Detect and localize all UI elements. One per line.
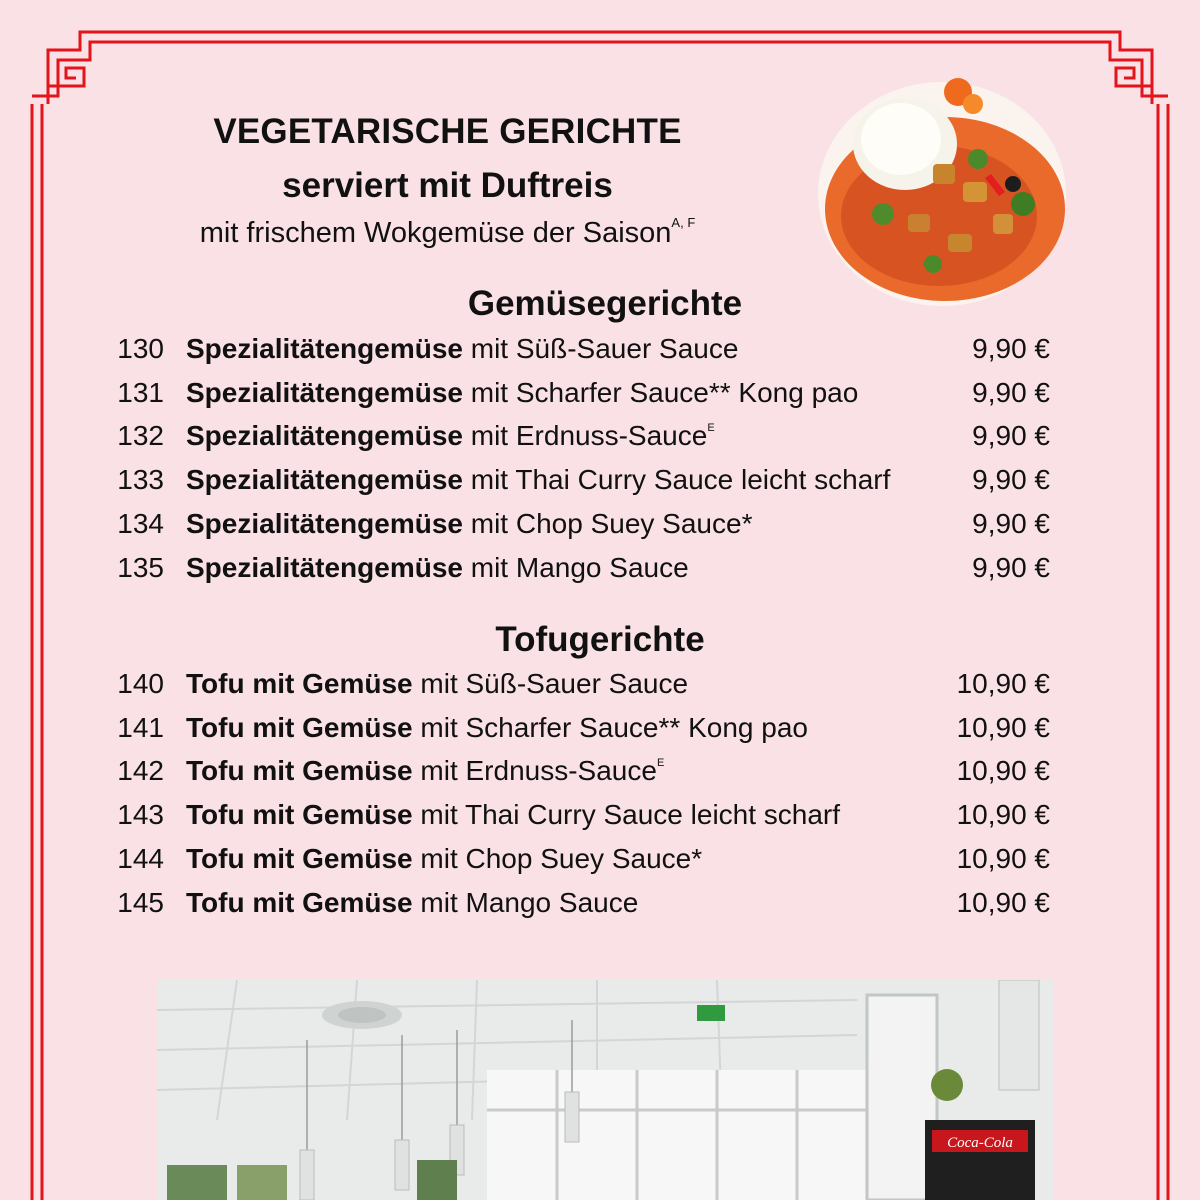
menu-item — [96, 508, 1050, 548]
item-price: 10,90 € — [956, 799, 1050, 830]
item-name: Spezialitätengemüse mit Mango Sauce — [186, 552, 689, 583]
item-name: Spezialitätengemüse mit Süß-Sauer Sauce — [186, 333, 739, 364]
item-number: 130 — [117, 333, 164, 364]
dish-photo-icon — [813, 64, 1071, 314]
item-number: 135 — [117, 552, 164, 583]
fridge-sign-text: Coca-Cola — [947, 1135, 1013, 1151]
menu-item — [96, 799, 1050, 839]
section-heading-tofu: Tofugerichte — [495, 620, 705, 659]
item-price: 9,90 € — [972, 377, 1050, 408]
item-name: Tofu mit Gemüse mit Süß-Sauer Sauce — [186, 668, 689, 699]
item-name: Tofu mit Gemüse mit Thai Curry Sauce leicht scharf — [186, 799, 841, 830]
item-price: 9,90 € — [972, 464, 1050, 495]
menu-item — [96, 420, 1050, 460]
item-name: Tofu mit Gemüse mit Mango Sauce — [186, 887, 639, 918]
item-name: Spezialitätengemüse mit Thai Curry Sauce leicht scharf — [186, 464, 891, 495]
menu-item — [96, 552, 1050, 592]
item-number: 132 — [117, 420, 164, 451]
menu-title: VEGETARISCHE GERICHTE — [213, 112, 682, 151]
menu-item — [96, 333, 1050, 373]
item-price: 10,90 € — [956, 668, 1050, 699]
item-number: 141 — [117, 712, 164, 743]
item-number: 134 — [117, 508, 164, 539]
item-price: 9,90 € — [972, 508, 1050, 539]
item-price: 10,90 € — [956, 843, 1050, 874]
item-number: 142 — [117, 755, 164, 786]
item-number: 140 — [117, 668, 164, 699]
item-price: 9,90 € — [972, 552, 1050, 583]
menu-item — [96, 668, 1050, 708]
menu-item — [96, 887, 1050, 927]
item-price: 10,90 € — [956, 755, 1050, 786]
menu-subtitle: serviert mit Duftreis — [282, 166, 613, 205]
item-name: Tofu mit Gemüse mit Erdnuss-Sauce$^E$ — [186, 755, 665, 786]
item-number: 144 — [117, 843, 164, 874]
item-name: Spezialitätengemüse mit Chop Suey Sauce* — [186, 508, 753, 539]
item-price: 9,90 € — [972, 420, 1050, 451]
item-number: 133 — [117, 464, 164, 495]
menu-item — [96, 712, 1050, 752]
menu-item — [96, 755, 1050, 795]
item-name: Spezialitätengemüse mit Erdnuss-Sauce$^E$ — [186, 420, 715, 451]
item-price: 10,90 € — [956, 712, 1050, 743]
item-price: 10,90 € — [956, 887, 1050, 918]
item-price: 9,90 € — [972, 333, 1050, 364]
section-heading-vegetables: Gemüsegerichte — [467, 284, 743, 323]
item-number: 145 — [117, 887, 164, 918]
menu-item — [96, 377, 1050, 417]
menu-item — [96, 464, 1050, 504]
allergen-marker: A, F — [671, 215, 696, 230]
restaurant-interior-photo-icon — [157, 980, 1054, 1200]
menu-item — [96, 843, 1050, 883]
item-number: 143 — [117, 799, 164, 830]
item-name: Tofu mit Gemüse mit Chop Suey Sauce* — [186, 843, 703, 874]
menu-note: mit frischem Wokgemüse der Saison$^{A, F}$ — [199, 215, 696, 249]
item-name: Spezialitätengemüse mit Scharfer Sauce** Kong pao — [186, 377, 859, 408]
item-number: 131 — [117, 377, 164, 408]
item-name: Tofu mit Gemüse mit Scharfer Sauce** Kong pao — [186, 712, 808, 743]
